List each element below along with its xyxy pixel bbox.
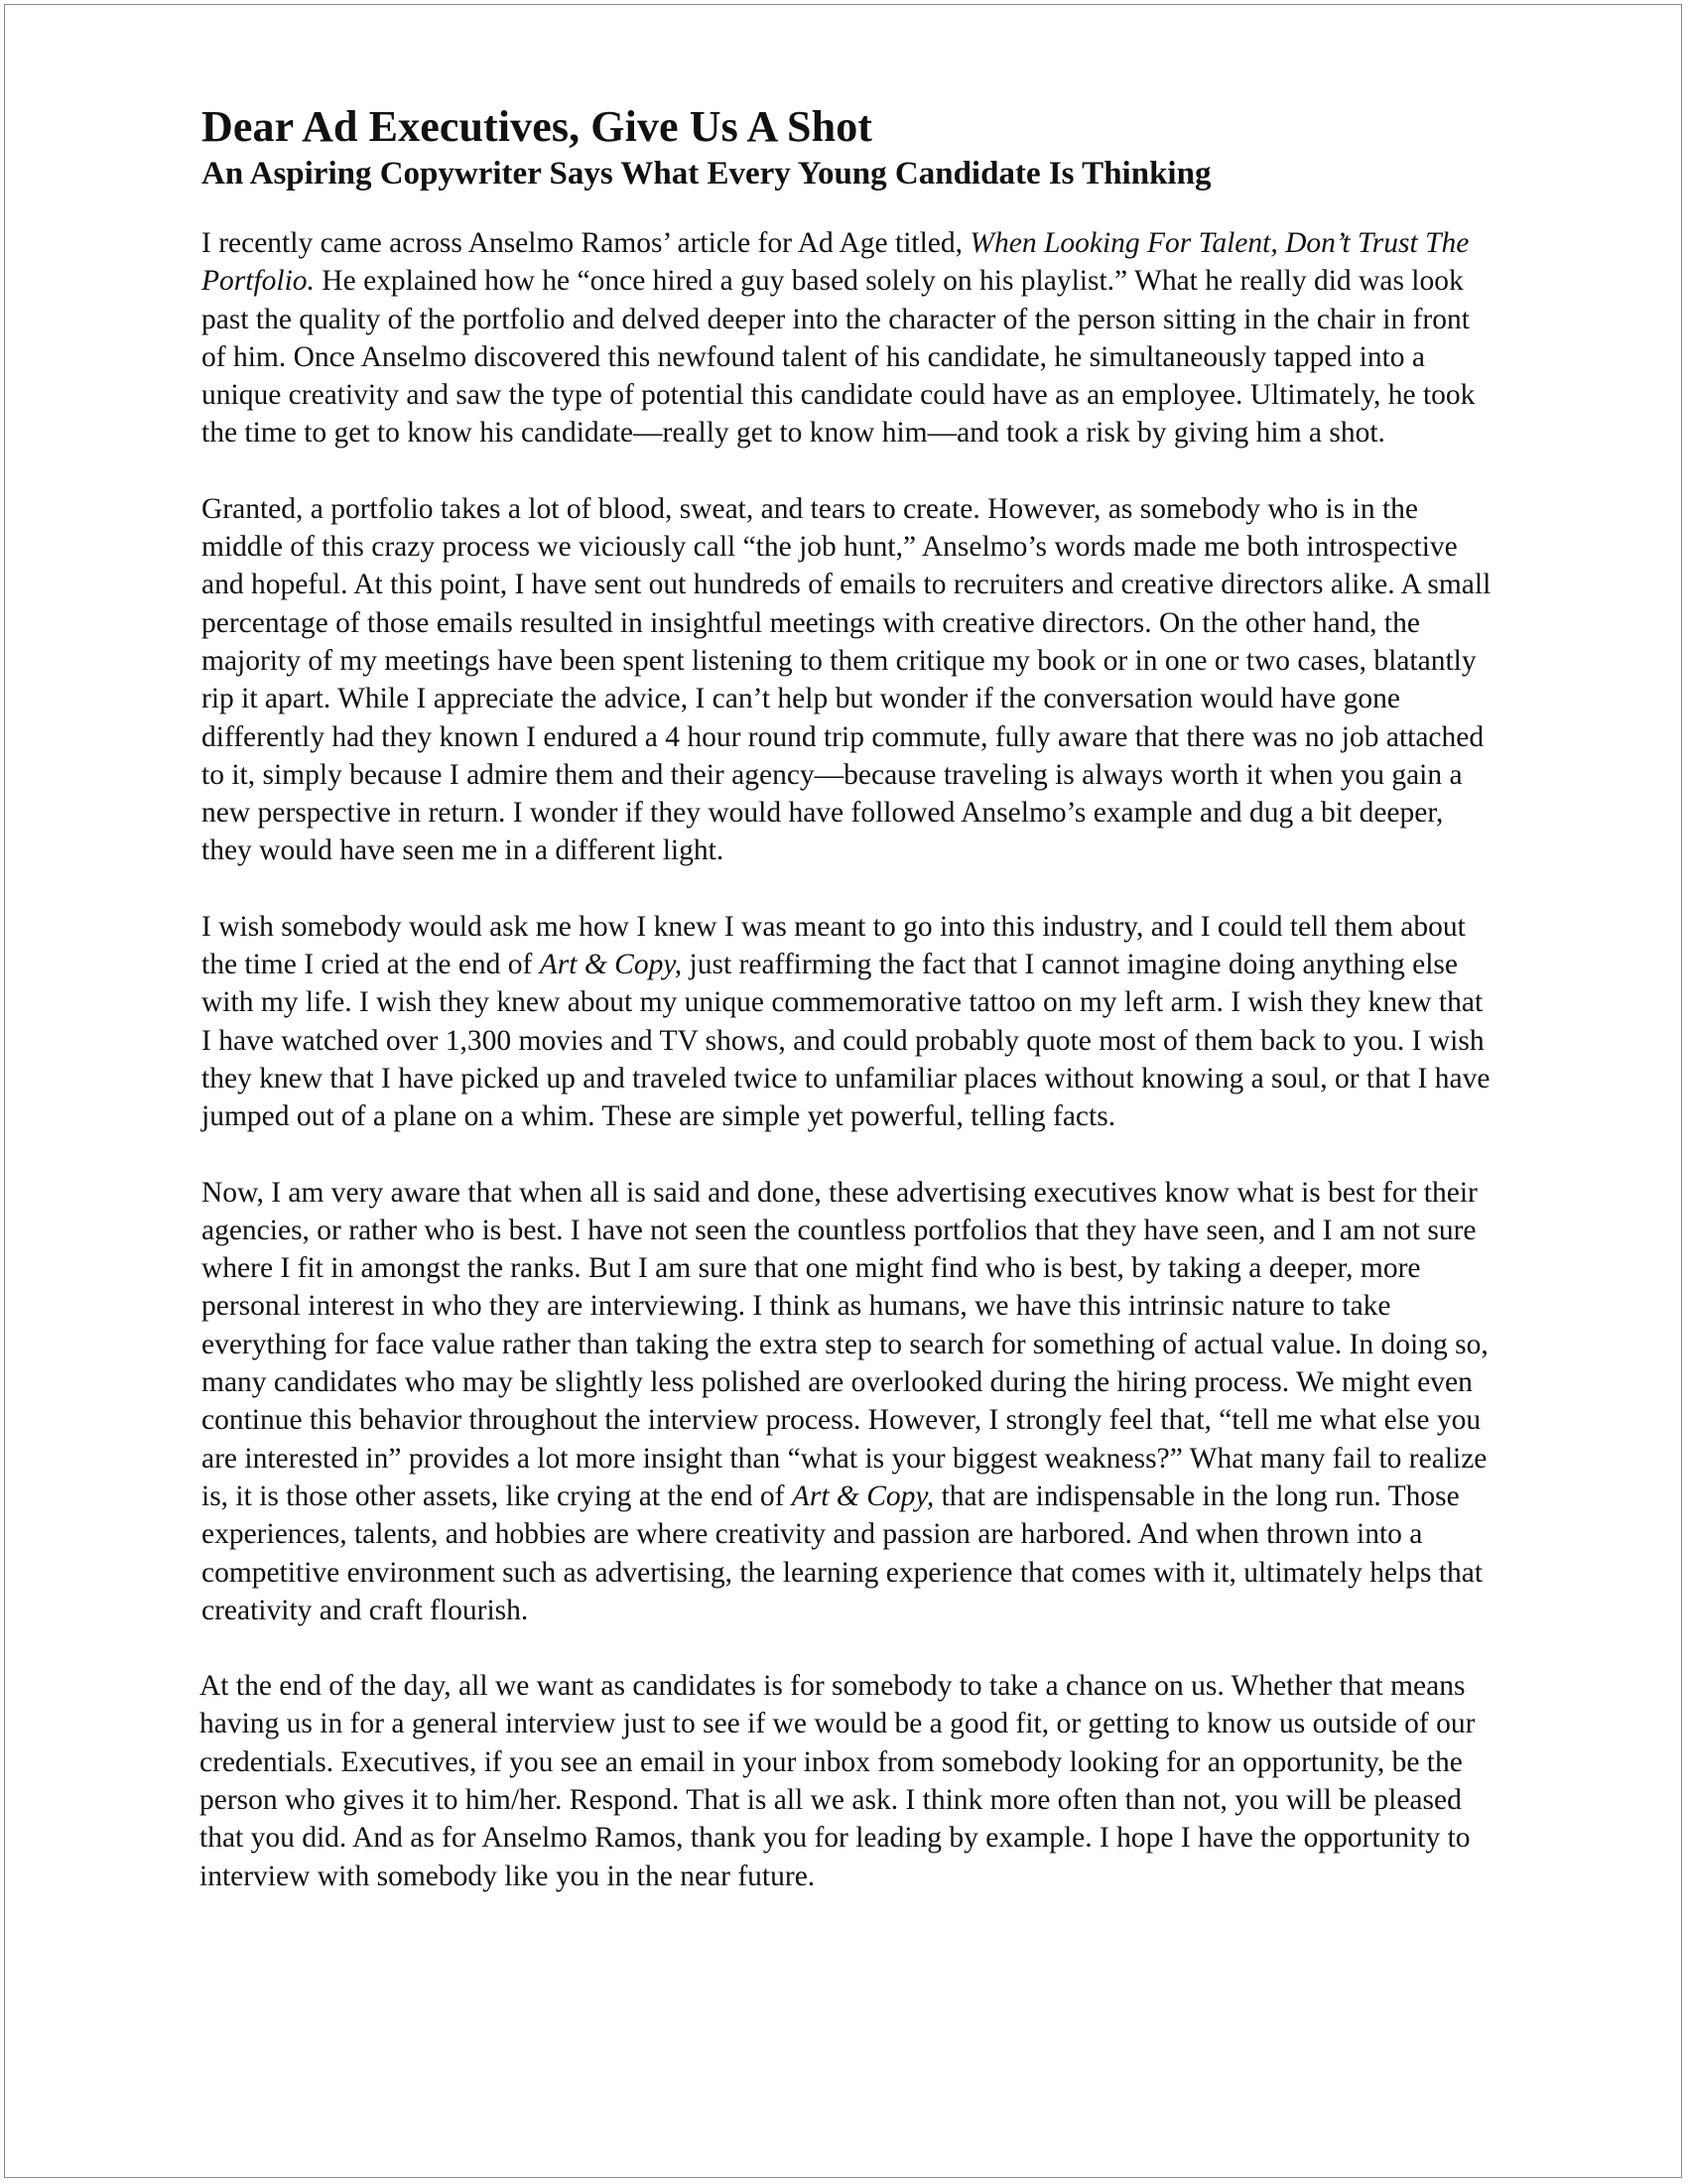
paragraph-3 [201,908,1492,1136]
article [201,100,1492,1933]
document-page [4,4,1682,2178]
paragraph-text: I wish somebody would ask me how I knew I was meant to go into this industry, and I could tell them about the time I cried at the end of [201,910,1466,981]
article-title: Dear Ad Executives, Give Us A Shot [201,102,873,151]
paragraph-text: He explained how he “once hired a guy based solely on his playlist.” What he really did was look past the quality of the portfolio and delved deeper into the character of the person sitting in the chair in front of him. Once Anselmo discovered this newfound talent of his candidate, he simultaneously tapped into a unique creativity and saw the type of potential this candidate could have as an employee. Ultimately, he took the time to get to know his candidate—really get to know him—and took a risk by giving him a shot. [201,265,1476,450]
paragraph-text: just reaffirming the fact that I cannot imagine doing anything else with my life. I wish they knew about my unique commemorative tattoo on my left arm. I wish they knew that I have watched over 1,300 movies and TV shows, and could probably quote most of them back to you. I wish they knew that I have picked up and traveled twice to unfamiliar places without knowing a soul, or that I have jumped out of a plane on a whim. These are simple yet powerful, telling facts. [201,949,1491,1133]
paragraph-4 [201,1174,1492,1630]
paragraph-text: that are indispensable in the long run. Those experiences, talents, and hobbies are where creativity and passion are harbored. And when thrown into a competitive environment such as advertising, the learning experience that comes with it, ultimately helps that creativity and craft flourish. [201,1479,1484,1626]
paragraph-text: I recently came across Anselmo Ramos’ article for Ad Age titled, [201,227,971,259]
paragraph-text: At the end of the day, all we want as candidates is for somebody to take a chance on us. Whether that means having us in for a general interview just to see if we would be a good fit, or getting to know us outside of our credentials. Executives, if you see an email in your inbox from somebody looking for an opportunity, be the person who gives it to him/her. Respond. That is all we ask. I think more often than not, you will be pleased that you did. And as for Anselmo Ramos, thank you for leading by example. I hope I have the opportunity to interview with somebody like you in the near future. [199,1670,1476,1892]
paragraph-text: Granted, a portfolio takes a lot of blood, sweat, and tears to create. However, as somebody who is in the middle of this crazy process we viciously call “the job hunt,” Anselmo’s words made me both introspective and hopeful. At this point, I have sent out hundreds of emails to recruiters and creative directors alike. A small percentage of those emails resulted in insightful meetings with creative directors. On the other hand, the majority of my meetings have been spent listening to them critique my book or in one or two cases, blatantly rip it apart. While I appreciate the advice, I can’t help but wonder if the conversation would have gone differently had they known I endured a 4 hour round trip commute, fully aware that there was no job attached to it, simply because I admire them and their agency—because traveling is always worth it when you gain a new perspective in return. I wonder if they would have followed Anselmo’s example and dug a bit deeper, they would have seen me in a different light. [201,492,1492,867]
paragraph-5 [199,1667,1492,1895]
paragraph-text: Now, I am very aware that when all is said and done, these advertising executives know what is best for their agencies, or rather who is best. I have not seen the countless portfolios that they have seen, and I am not sure where I fit in amongst the ranks. But I am sure that one might find who is best, by taking a deeper, more personal interest in who they are interviewing. I think as humans, we have this intrinsic nature to take everything for face value rather than taking the extra step to search for something of actual value. In doing so, many candidates who may be slightly less polished are overlooked during the hiring process. We might even continue this behavior throughout the interview process. However, I strongly feel that, “tell me what else you are interested in” provides a lot more insight than “what is your biggest weakness?” What many fail to realize is, it is those other assets, like crying at the end of [201,1176,1489,1512]
article-reference-title: When Looking For Talent, Don’t Trust The Portfolio. [201,227,1470,298]
film-title: Art & Copy, [791,1479,935,1512]
film-title: Art & Copy, [539,949,683,981]
paragraph-1 [201,224,1492,452]
paragraph-2 [201,490,1492,870]
article-subtitle: An Aspiring Copywriter Says What Every Young Candidate Is Thinking [201,156,1212,192]
